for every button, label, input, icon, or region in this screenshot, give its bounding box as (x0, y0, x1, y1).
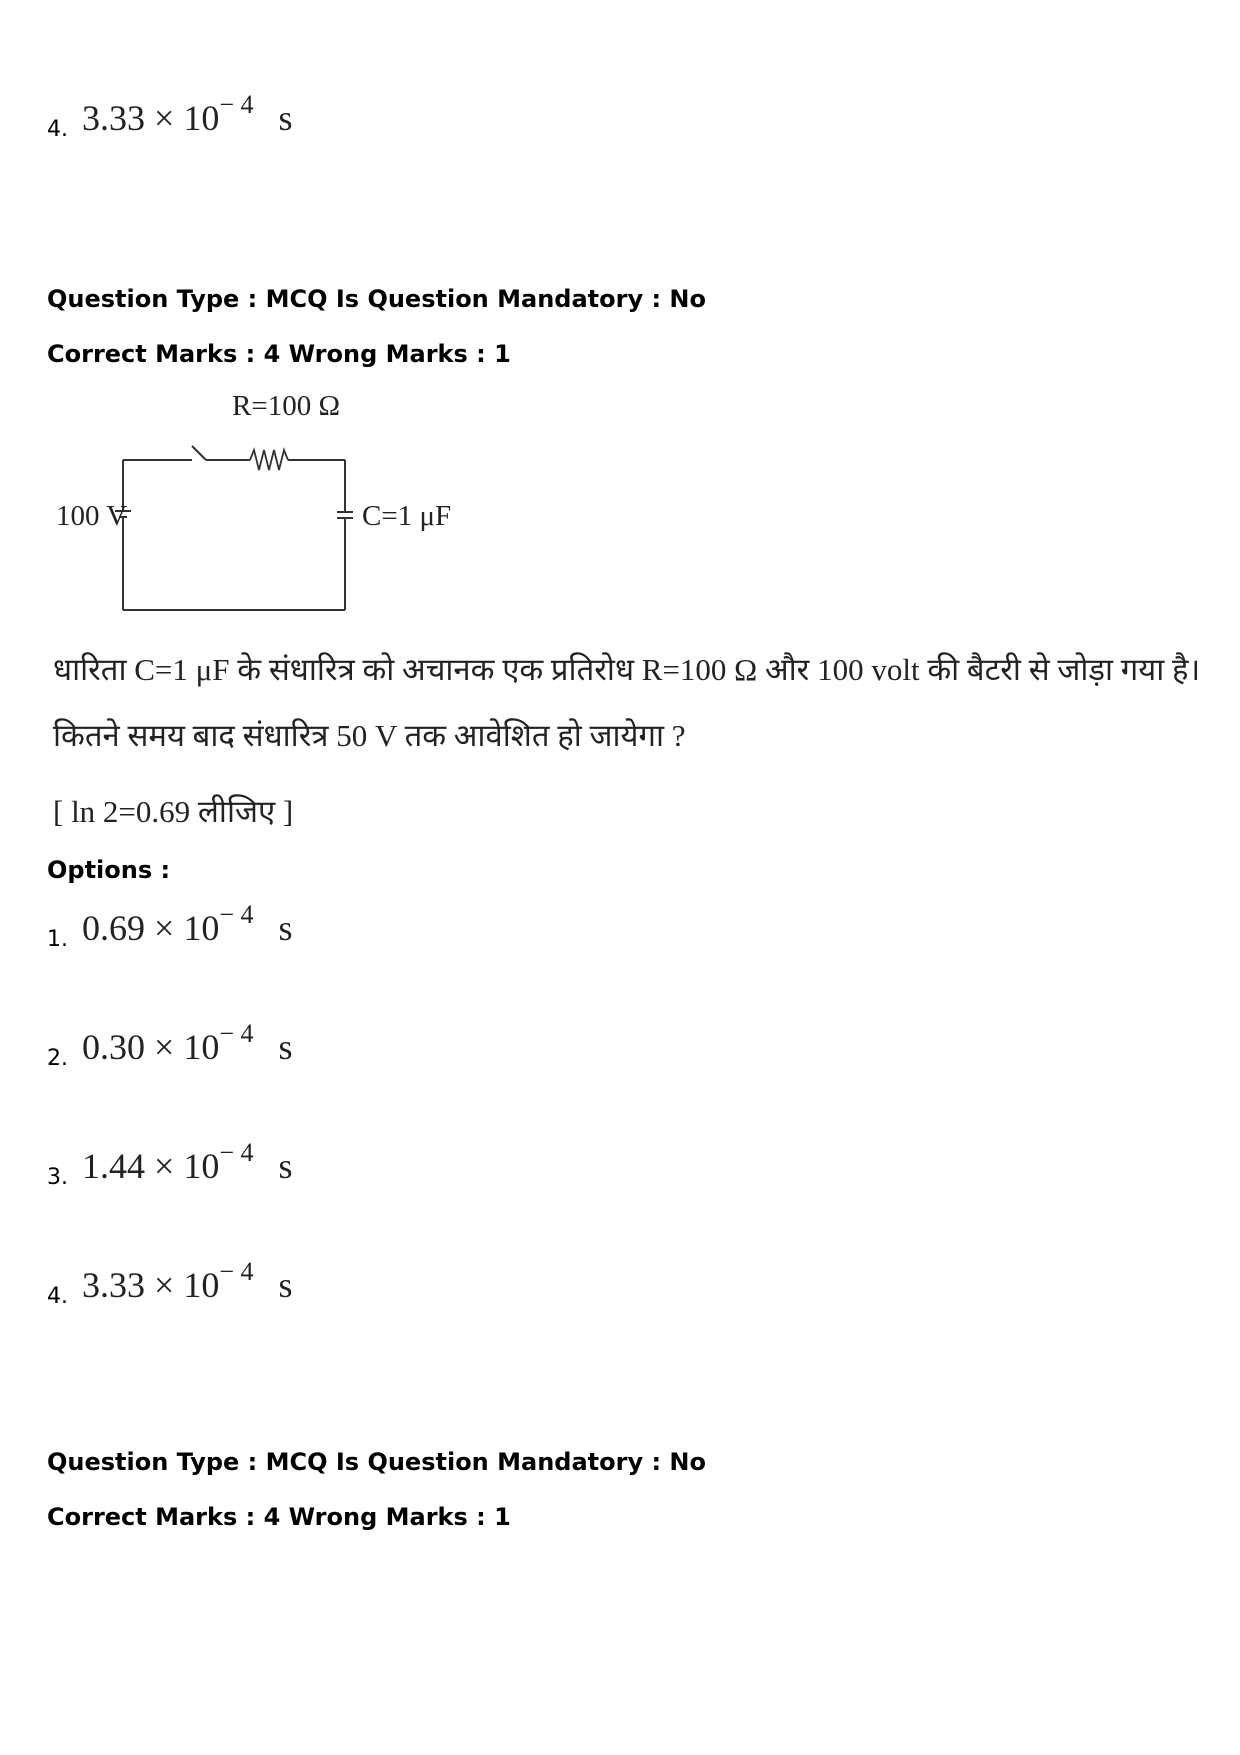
battery-label: 100 V (56, 500, 128, 532)
options-label: Options : (47, 856, 171, 884)
top-option-times: × (154, 98, 175, 138)
option-2-number: 2. (47, 1046, 68, 1071)
option-4-exponent: − 4 (219, 1257, 254, 1286)
top-option-base: 10 (183, 98, 220, 138)
question-marks-line: Correct Marks : 4 Wrong Marks : 1 (47, 340, 511, 368)
option-2-base: 10 (183, 1027, 220, 1067)
top-option-value (82, 90, 293, 139)
option-4-unit: s (278, 1265, 293, 1305)
option-4-value[interactable] (82, 1257, 293, 1306)
option-2-unit: s (278, 1027, 293, 1067)
option-1-base: 10 (183, 908, 220, 948)
capacitor-label: C=1 μF (362, 500, 452, 532)
option-1-mantissa: 0.69 (82, 908, 145, 948)
next-question-marks-line: Correct Marks : 4 Wrong Marks : 1 (47, 1503, 511, 1531)
question-text-line-1: धारिता C=1 μF के संधारित्र को अचानक एक प्रतिरोध R=100 Ω और 100 volt की बैटरी से जोड़ा गया है। (53, 652, 1201, 687)
question-text-line-2: कितने समय बाद संधारित्र 50 V तक आवेशित हो जायेगा ? (53, 718, 686, 753)
option-1-unit: s (278, 908, 293, 948)
option-1-value[interactable] (82, 900, 293, 949)
question-type-line: Question Type : MCQ Is Question Mandatory : No (47, 285, 706, 313)
option-2-value[interactable] (82, 1019, 293, 1068)
top-option-unit: s (278, 98, 293, 138)
option-3-number: 3. (47, 1165, 68, 1190)
top-option-number: 4. (47, 117, 68, 142)
option-1-exponent: − 4 (219, 900, 254, 929)
option-3-mantissa: 1.44 (82, 1146, 145, 1186)
option-2-mantissa: 0.30 (82, 1027, 145, 1067)
option-2-exponent: − 4 (219, 1019, 254, 1048)
top-option-exponent: − 4 (219, 90, 254, 119)
circuit-switch (192, 446, 206, 460)
option-3-unit: s (278, 1146, 293, 1186)
option-1-number: 1. (47, 927, 68, 952)
next-question-type-line: Question Type : MCQ Is Question Mandatory : No (47, 1448, 706, 1476)
resistor-label: R=100 Ω (232, 390, 340, 422)
option-3-base: 10 (183, 1146, 220, 1186)
option-4-mantissa: 3.33 (82, 1265, 145, 1305)
option-3-value[interactable] (82, 1138, 293, 1187)
option-4-times: × (154, 1265, 175, 1305)
resistor-symbol (250, 450, 288, 470)
option-4-number: 4. (47, 1284, 68, 1309)
option-2-times: × (154, 1027, 175, 1067)
question-hint: [ ln 2=0.69 लीजिए ] (53, 794, 294, 829)
option-3-exponent: − 4 (219, 1138, 254, 1167)
top-option-mantissa: 3.33 (82, 98, 145, 138)
option-1-times: × (154, 908, 175, 948)
option-4-base: 10 (183, 1265, 220, 1305)
rc-circuit-diagram (40, 385, 460, 625)
option-3-times: × (154, 1146, 175, 1186)
